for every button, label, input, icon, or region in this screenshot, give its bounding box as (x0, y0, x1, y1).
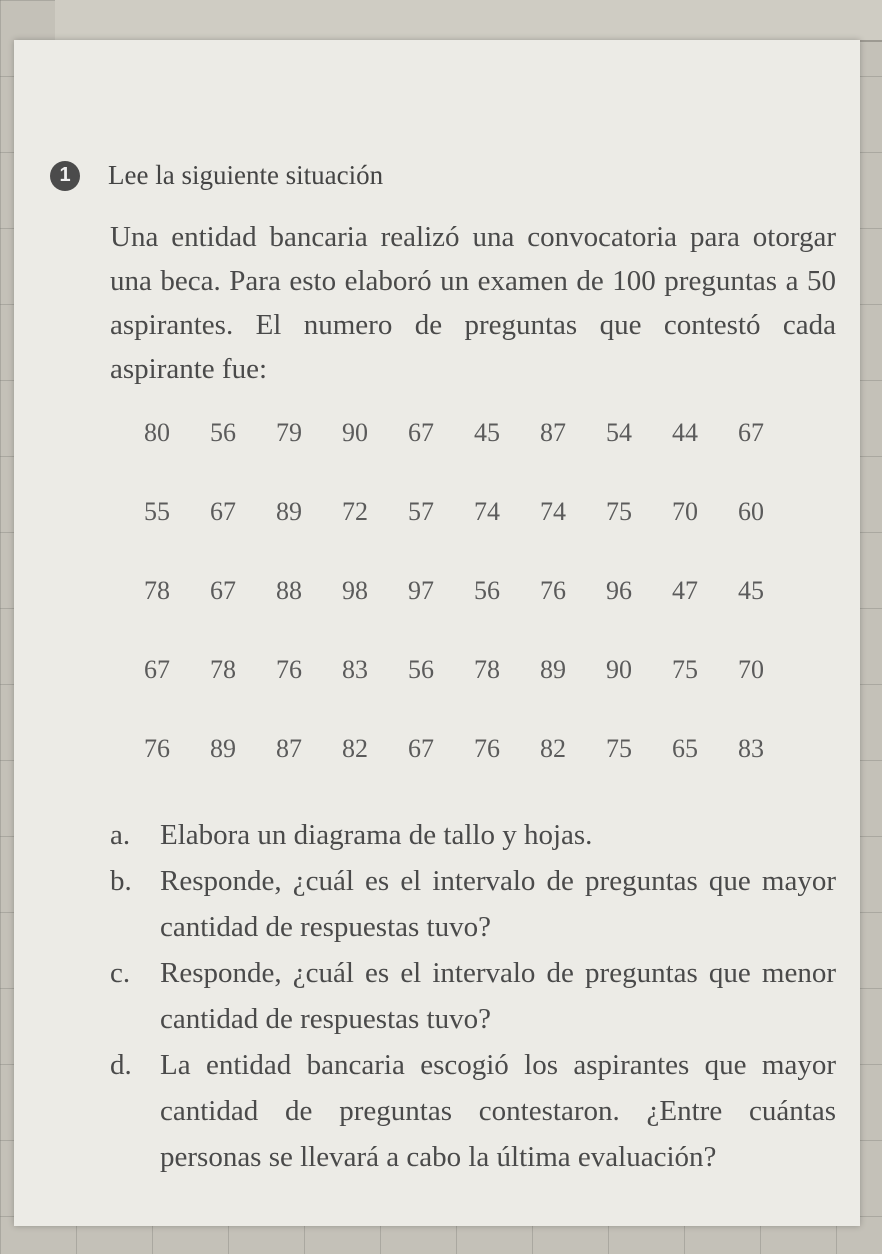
score-cell: 89 (210, 734, 236, 763)
score-cell: 87 (276, 734, 302, 763)
score-cell: 70 (738, 655, 764, 684)
score-cell: 56 (408, 655, 434, 684)
scores-table (144, 418, 804, 813)
score-cell: 76 (474, 734, 500, 763)
question-text: Responde, ¿cuál es el intervalo de preguntas que mayor cantidad de respuestas tuvo? (160, 865, 836, 943)
score-cell: 76 (540, 576, 566, 605)
score-cell: 75 (606, 497, 632, 526)
question-letter: c. (110, 957, 131, 989)
score-cell: 67 (144, 655, 170, 684)
score-cell: 83 (342, 655, 368, 684)
question-item (110, 950, 836, 1042)
scores-row (144, 497, 804, 576)
score-cell: 56 (474, 576, 500, 605)
question-item (110, 1042, 836, 1180)
score-cell: 45 (738, 576, 764, 605)
question-text: La entidad bancaria escogió los aspirantes que mayor cantidad de preguntas contestaron. ¿Entre cuántas personas se llevará a cabo la última evaluación? (160, 1049, 836, 1173)
score-cell: 89 (276, 497, 302, 526)
score-cell: 44 (672, 418, 698, 447)
score-cell: 83 (738, 734, 764, 763)
score-cell: 72 (342, 497, 368, 526)
score-cell: 45 (474, 418, 500, 447)
score-cell: 47 (672, 576, 698, 605)
notebook-top-strip (55, 0, 882, 42)
question-item (110, 858, 836, 950)
score-cell: 80 (144, 418, 170, 447)
score-cell: 88 (276, 576, 302, 605)
score-cell: 67 (738, 418, 764, 447)
question-letter: a. (110, 819, 131, 851)
score-cell: 55 (144, 497, 170, 526)
worksheet-paper (14, 40, 860, 1226)
score-cell: 78 (144, 576, 170, 605)
scores-row (144, 418, 804, 497)
question-list (110, 812, 836, 1180)
score-cell: 98 (342, 576, 368, 605)
score-cell: 82 (342, 734, 368, 763)
score-cell: 60 (738, 497, 764, 526)
scores-row (144, 655, 804, 734)
score-cell: 89 (540, 655, 566, 684)
question-text: Responde, ¿cuál es el intervalo de preguntas que menor cantidad de respuestas tuvo? (160, 957, 836, 1035)
score-cell: 78 (210, 655, 236, 684)
score-cell: 57 (408, 497, 434, 526)
exercise-heading (50, 160, 383, 191)
score-cell: 67 (210, 497, 236, 526)
score-cell: 78 (474, 655, 500, 684)
score-cell: 70 (672, 497, 698, 526)
score-cell: 67 (210, 576, 236, 605)
question-text: Elabora un diagrama de tallo y hojas. (160, 819, 593, 851)
question-letter: b. (110, 865, 132, 897)
scores-row (144, 734, 804, 813)
score-cell: 90 (606, 655, 632, 684)
question-item (110, 812, 836, 858)
score-cell: 56 (210, 418, 236, 447)
score-cell: 75 (672, 655, 698, 684)
score-cell: 67 (408, 734, 434, 763)
score-cell: 76 (276, 655, 302, 684)
score-cell: 75 (606, 734, 632, 763)
score-cell: 79 (276, 418, 302, 447)
score-cell: 74 (540, 497, 566, 526)
situation-paragraph: Una entidad bancaria realizó una convocatoria para otorgar una beca. Para esto elaboró un examen de 100 preguntas a 50 aspirantes. El numero de preguntas que contestó cada aspirante fue: (110, 221, 836, 385)
score-cell: 65 (672, 734, 698, 763)
exercise-number-badge: 1 (50, 161, 80, 191)
score-cell: 90 (342, 418, 368, 447)
score-cell: 76 (144, 734, 170, 763)
score-cell: 54 (606, 418, 632, 447)
score-cell: 67 (408, 418, 434, 447)
exercise-instruction: Lee la siguiente situación (108, 160, 384, 190)
score-cell: 87 (540, 418, 566, 447)
score-cell: 96 (606, 576, 632, 605)
question-letter: d. (110, 1049, 132, 1081)
score-cell: 82 (540, 734, 566, 763)
score-cell: 74 (474, 497, 500, 526)
scores-row (144, 576, 804, 655)
score-cell: 97 (408, 576, 434, 605)
